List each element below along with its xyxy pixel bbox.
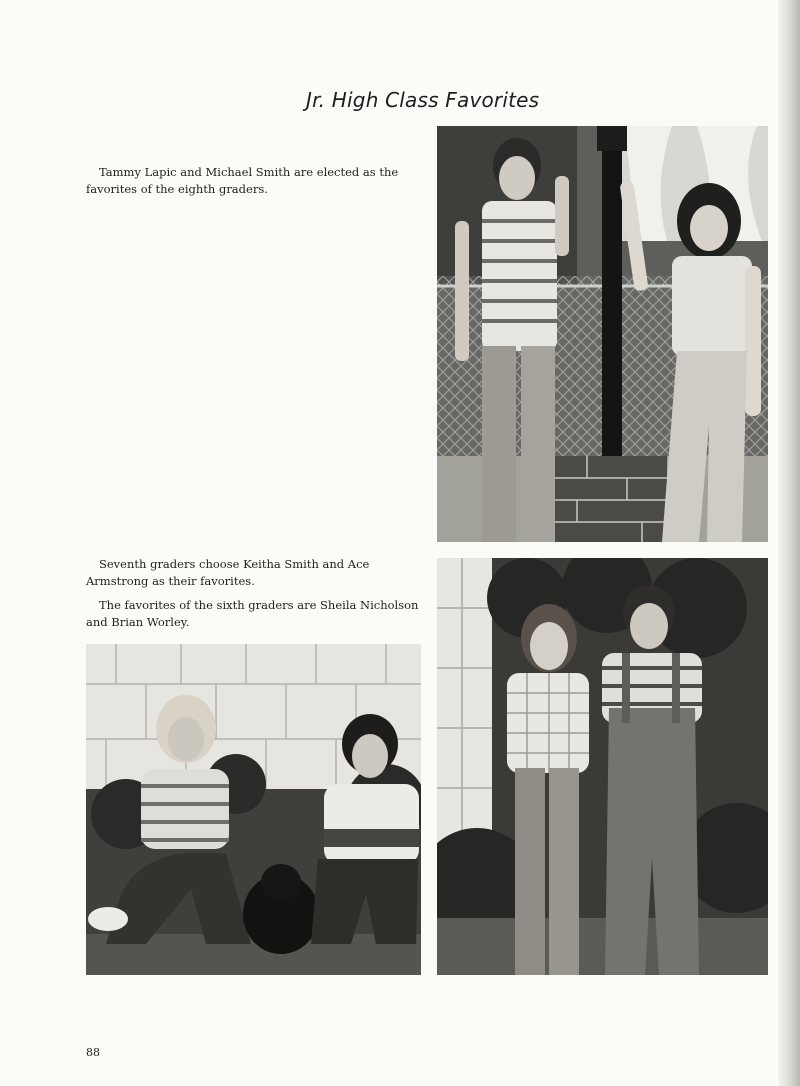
caption-sixth-grade: The favorites of the sixth graders are Sheila Nicholson and Brian Worley.: [86, 598, 419, 629]
caption-eighth-grade: Tammy Lapic and Michael Smith are elected as the favorites of the eighth graders.: [86, 165, 399, 196]
page-edge-shadow: [778, 0, 800, 1086]
photo-eighth-grade-favorites: [437, 126, 768, 542]
photo-seventh-grade-image: [437, 558, 768, 975]
page-number: 88: [86, 1046, 100, 1059]
page-title: Jr. High Class Favorites: [306, 88, 540, 112]
photo-seventh-grade-favorites: [437, 558, 768, 975]
photo-eighth-grade-image: [437, 126, 768, 542]
caption-seventh-grade: Seventh graders choose Keitha Smith and Ace Armstrong as their favorites.: [86, 557, 370, 588]
photo-sixth-grade-favorites: [86, 644, 421, 975]
photo-sixth-grade-image: [86, 644, 421, 975]
